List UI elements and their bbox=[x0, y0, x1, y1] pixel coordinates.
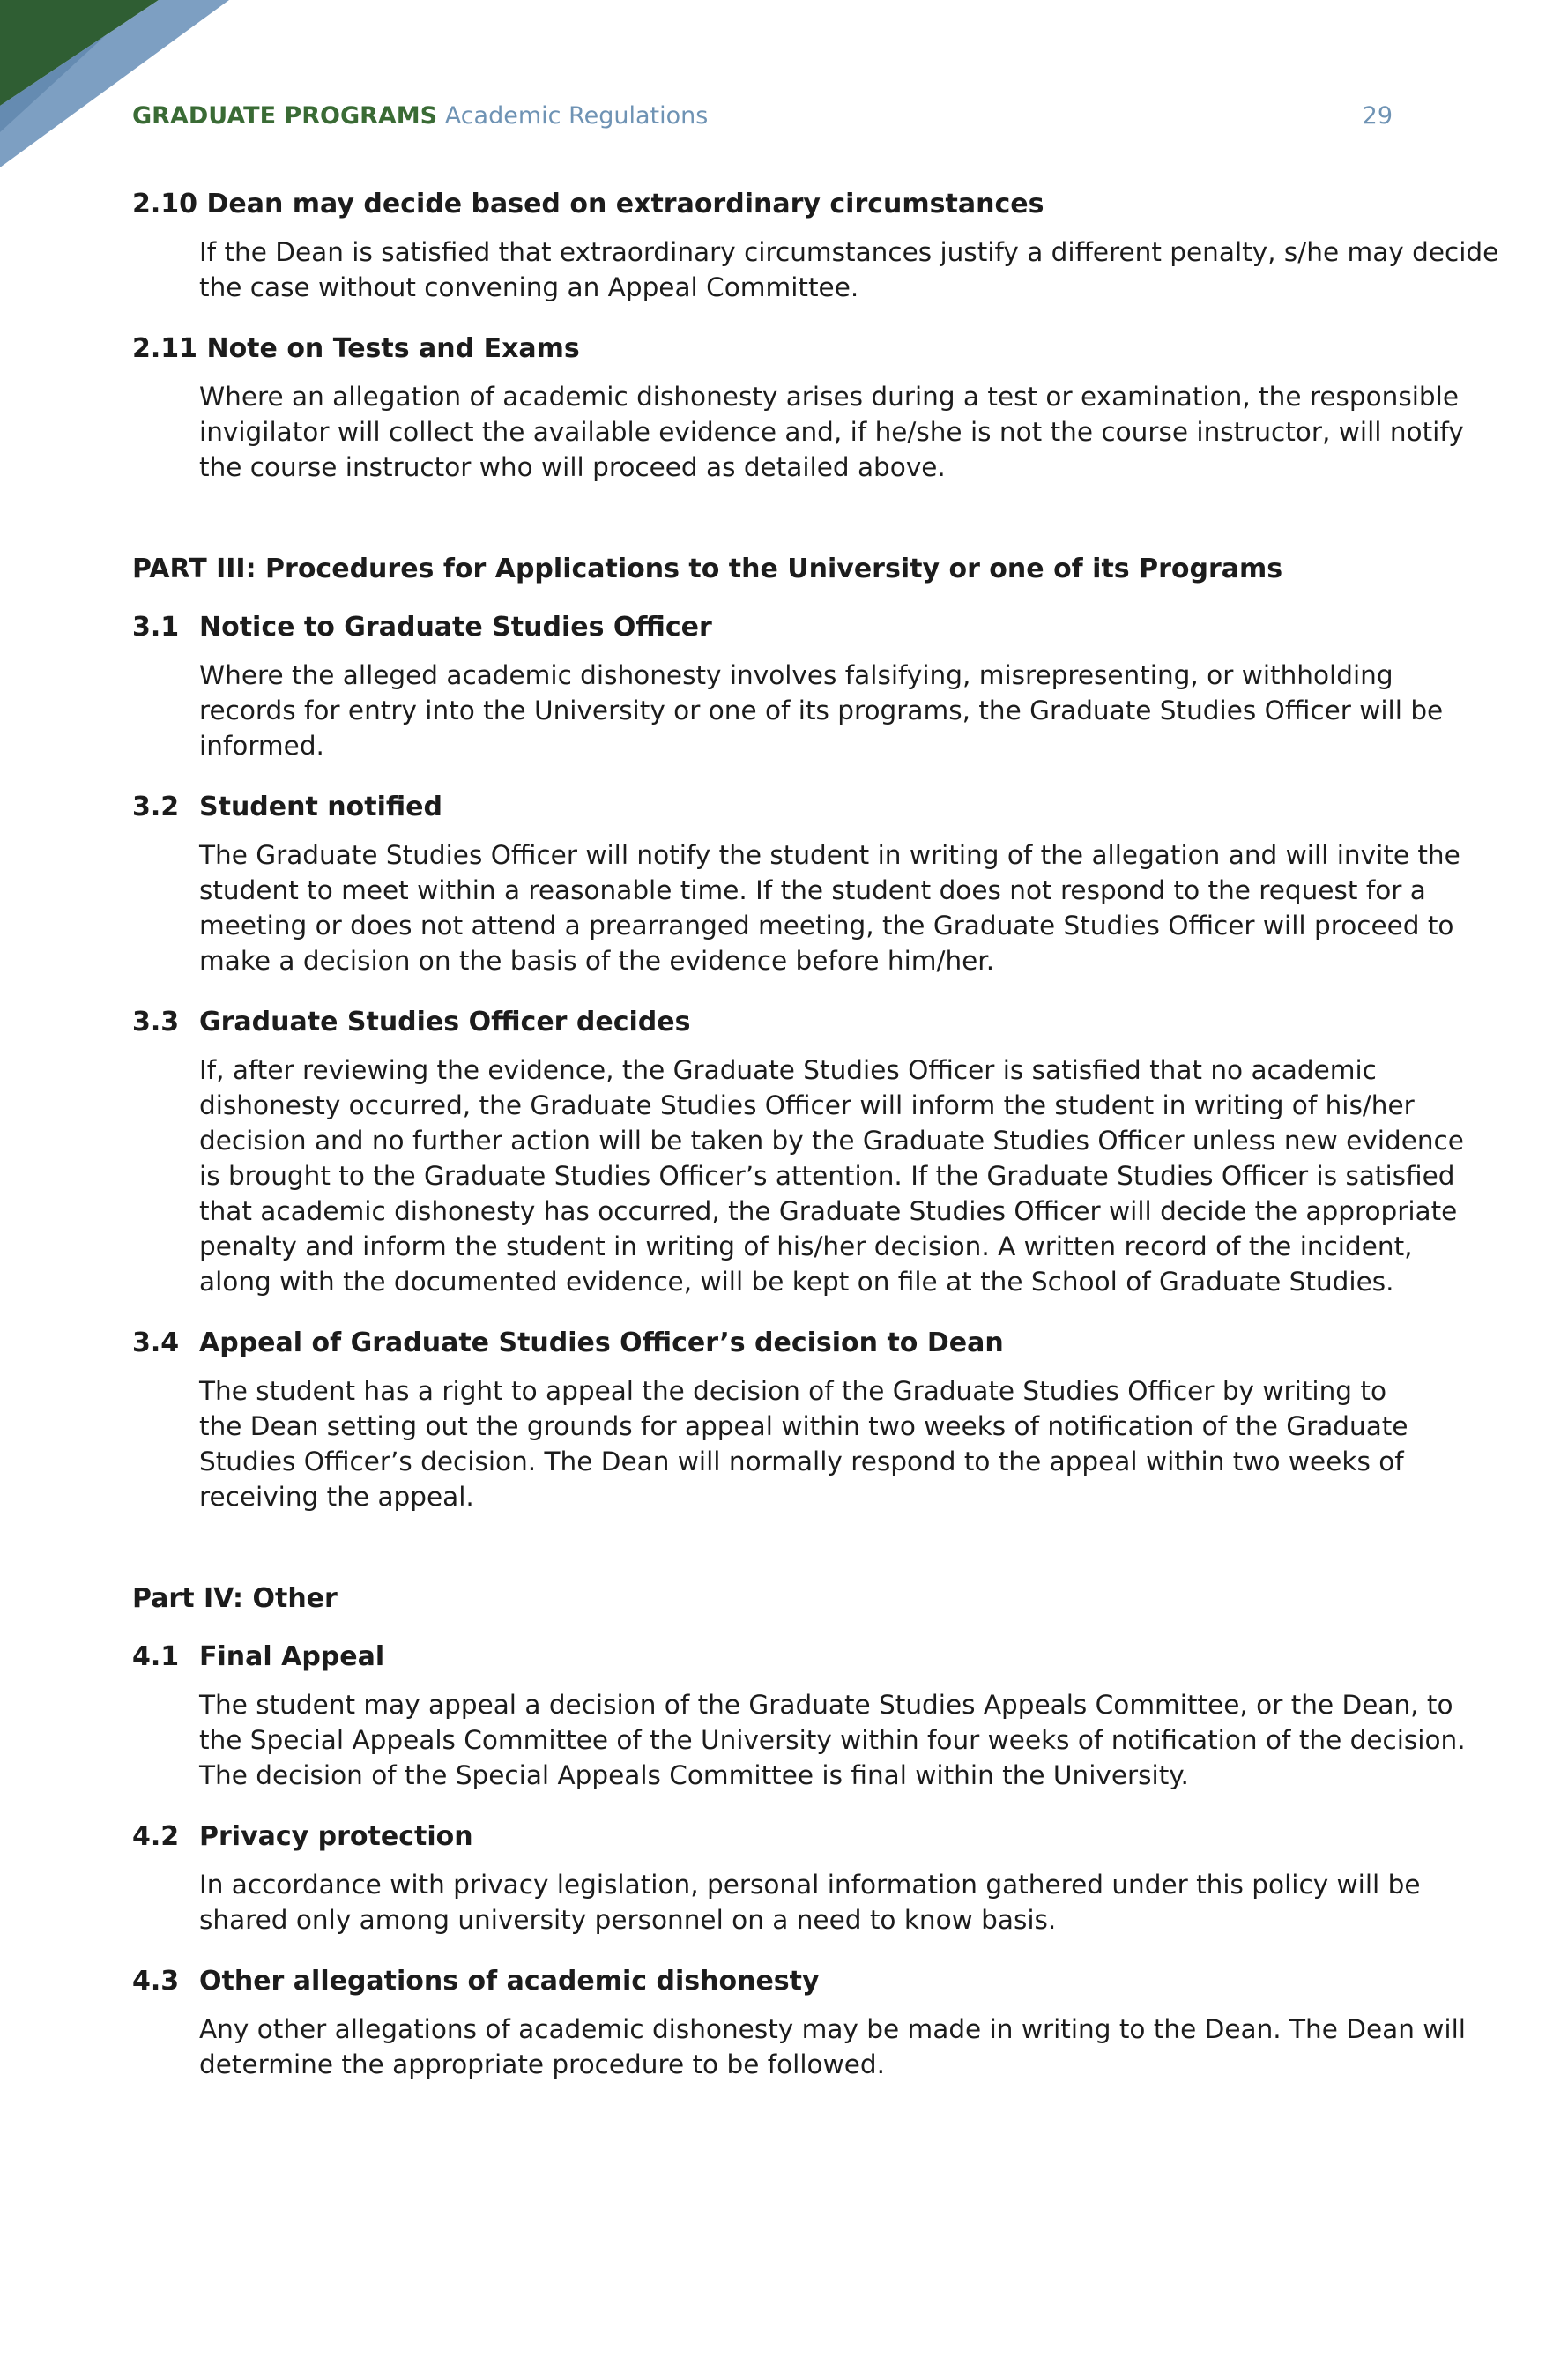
part-heading: PART III: Procedures for Applications to the University or one of its Programs bbox=[132, 554, 1283, 584]
section-title: 2.11 Note on Tests and Exams bbox=[132, 333, 580, 364]
body-line: along with the documented evidence, will be kept on file at the School of Graduate Studies. bbox=[199, 1267, 1394, 1297]
body-line: The student may appeal a decision of the Graduate Studies Appeals Committee, or the Dean, to bbox=[199, 1690, 1453, 1720]
body-line: meeting or does not attend a prearranged meeting, the Graduate Studies Officer will proceed to bbox=[199, 911, 1454, 941]
section-body bbox=[199, 1373, 1428, 1514]
body-line: shared only among university personnel on a need to know basis. bbox=[199, 1905, 1057, 1935]
section-body bbox=[199, 234, 1499, 305]
body-line: is brought to the Graduate Studies Officer’s attention. If the Graduate Studies Officer is satisfied bbox=[199, 1161, 1455, 1191]
body-line: determine the appropriate procedure to be followed. bbox=[199, 2049, 885, 2079]
document-body bbox=[132, 187, 1499, 2082]
body-line: make a decision on the basis of the evidence before him/her. bbox=[199, 946, 995, 976]
section-body bbox=[199, 837, 1460, 978]
section-title: Final Appeal bbox=[199, 1641, 385, 1672]
section-title: Privacy protection bbox=[199, 1821, 473, 1852]
body-line: the case without convening an Appeal Committee. bbox=[199, 272, 859, 302]
section-heading bbox=[132, 187, 1428, 222]
header-brand: GRADUATE PROGRAMS bbox=[132, 102, 438, 130]
section-title: Graduate Studies Officer decides bbox=[199, 1007, 691, 1038]
section-body bbox=[199, 1867, 1428, 1937]
body-line: penalty and inform the student in writing of his/her decision. A written record of the incident, bbox=[199, 1231, 1413, 1261]
body-line: decision and no further action will be taken by the Graduate Studies Officer unless new evidence bbox=[199, 1126, 1464, 1156]
section-number: 4.1 bbox=[132, 1641, 180, 1672]
section-heading bbox=[132, 790, 1428, 825]
section-heading bbox=[132, 1005, 1428, 1040]
body-line: dishonesty occurred, the Graduate Studies Officer will inform the student in writing of his/her bbox=[199, 1090, 1415, 1120]
section-body bbox=[199, 658, 1444, 763]
page-header bbox=[132, 99, 1393, 134]
section-body bbox=[199, 379, 1464, 485]
page-number: 29 bbox=[1362, 102, 1393, 130]
section-heading bbox=[132, 1964, 1428, 1999]
section-heading bbox=[132, 610, 1428, 645]
section bbox=[132, 610, 1444, 763]
section-title: Notice to Graduate Studies Officer bbox=[199, 612, 712, 643]
part-heading: Part IV: Other bbox=[132, 1583, 338, 1614]
body-line: the course instructor who will proceed as detailed above. bbox=[199, 452, 946, 482]
body-line: records for entry into the University or one of its programs, the Graduate Studies Officer will be bbox=[199, 695, 1444, 725]
section-heading bbox=[132, 1640, 1428, 1675]
body-line: Where the alleged academic dishonesty involves falsifying, misrepresenting, or withholding bbox=[199, 660, 1393, 690]
section-body bbox=[199, 1052, 1464, 1299]
section bbox=[132, 1964, 1467, 2082]
corner-decoration bbox=[0, 0, 264, 167]
section-number: 3.1 bbox=[132, 612, 180, 643]
section-body bbox=[199, 1687, 1466, 1793]
body-line: receiving the appeal. bbox=[199, 1482, 474, 1512]
section-number: 3.4 bbox=[132, 1328, 180, 1358]
section bbox=[132, 331, 1464, 485]
body-line: Where an allegation of academic dishonesty arises during a test or examination, the responsible bbox=[199, 382, 1460, 412]
body-line: Studies Officer’s decision. The Dean will normally respond to the appeal within two weeks of bbox=[199, 1447, 1404, 1476]
section-number: 3.3 bbox=[132, 1007, 180, 1038]
body-line: invigilator will collect the available evidence and, if he/she is not the course instructor, will notify bbox=[199, 417, 1464, 447]
section-heading bbox=[132, 331, 1428, 367]
section-number: 4.3 bbox=[132, 1966, 180, 1997]
body-line: the Dean setting out the grounds for appeal within two weeks of notification of the Graduate bbox=[199, 1411, 1408, 1441]
section-title: Appeal of Graduate Studies Officer’s decision to Dean bbox=[199, 1328, 1004, 1358]
section-number: 3.2 bbox=[132, 792, 180, 822]
body-line: student to meet within a reasonable time. If the student does not respond to the request for a bbox=[199, 875, 1426, 905]
section-title: Student notified bbox=[199, 792, 442, 822]
section bbox=[132, 790, 1460, 978]
section bbox=[132, 187, 1499, 305]
section bbox=[132, 1819, 1428, 1937]
section-heading bbox=[132, 1819, 1428, 1855]
section-title: 2.10 Dean may decide based on extraordinary circumstances bbox=[132, 189, 1044, 219]
section-number: 4.2 bbox=[132, 1821, 180, 1852]
body-line: In accordance with privacy legislation, personal information gathered under this policy will be bbox=[199, 1870, 1421, 1900]
body-line: The student has a right to appeal the decision of the Graduate Studies Officer by writing to bbox=[199, 1376, 1387, 1406]
body-line: The Graduate Studies Officer will notify the student in writing of the allegation and will invite the bbox=[199, 840, 1460, 870]
section-title: Other allegations of academic dishonesty bbox=[199, 1966, 820, 1997]
body-line: Any other allegations of academic dishonesty may be made in writing to the Dean. The Dean will bbox=[199, 2014, 1467, 2044]
body-line: If, after reviewing the evidence, the Graduate Studies Officer is satisfied that no academic bbox=[199, 1055, 1377, 1085]
body-line: informed. bbox=[199, 731, 324, 761]
header-subtitle: Academic Regulations bbox=[444, 102, 709, 130]
body-line: that academic dishonesty has occurred, the Graduate Studies Officer will decide the appropriate bbox=[199, 1196, 1458, 1226]
body-line: the Special Appeals Committee of the University within four weeks of notification of the decision. bbox=[199, 1725, 1466, 1755]
section bbox=[132, 1640, 1466, 1793]
body-line: The decision of the Special Appeals Committee is final within the University. bbox=[199, 1760, 1189, 1790]
section bbox=[132, 1005, 1464, 1299]
header-title bbox=[132, 99, 708, 134]
section-body bbox=[199, 2012, 1467, 2082]
section bbox=[132, 1326, 1428, 1514]
section-heading bbox=[132, 1326, 1428, 1361]
body-line: If the Dean is satisfied that extraordinary circumstances justify a different penalty, s/he may decide bbox=[199, 237, 1499, 267]
